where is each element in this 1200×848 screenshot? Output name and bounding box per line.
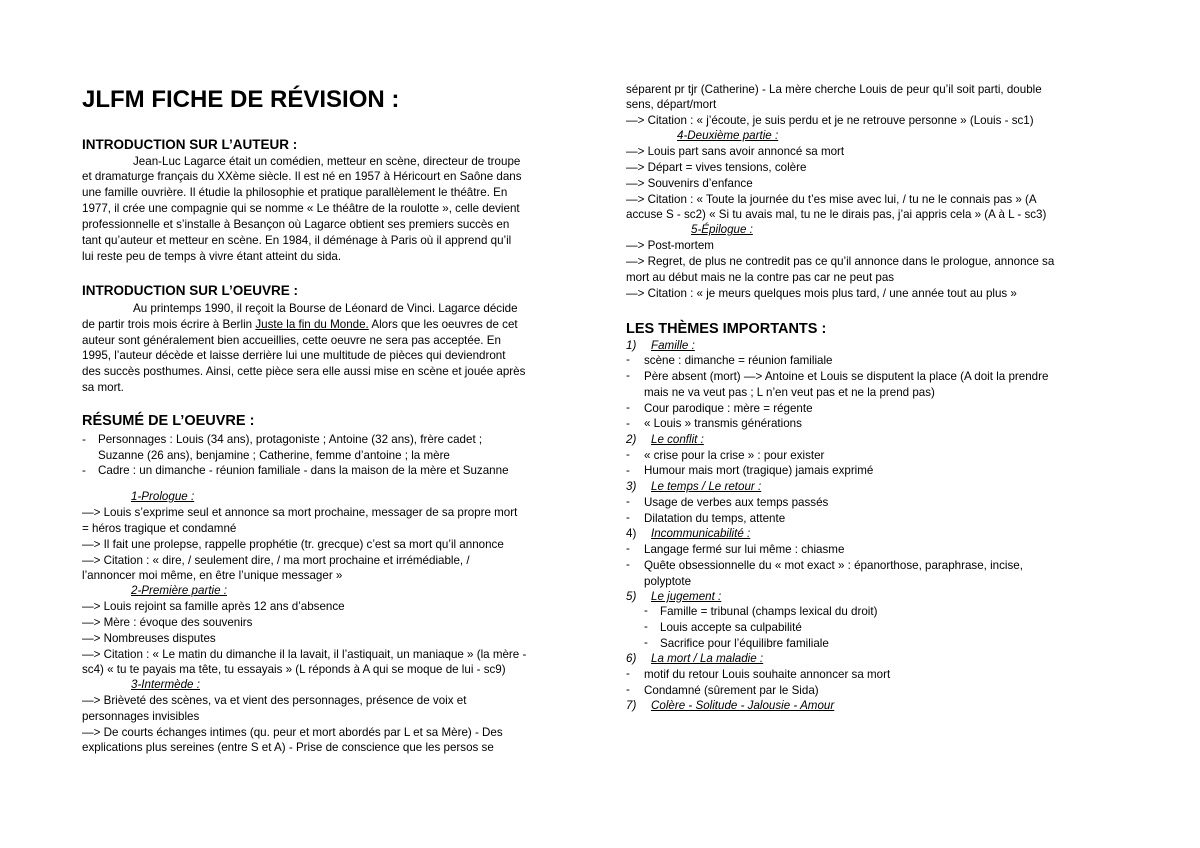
note-line: accuse S - sc2) « Si tu avais mal, tu ne le dirais pas, j’ai appris cela » (A à L - sc3) — [626, 208, 1047, 221]
bullet-dash: - — [626, 417, 630, 430]
bullet-dash: - — [626, 542, 630, 555]
note-line: séparent pr tjr (Catherine) - La mère cherche Louis de peur qu’il soit parti, double — [626, 83, 1042, 96]
theme-number: 4) — [626, 527, 637, 540]
bullet-dash: - — [626, 495, 630, 508]
bullet-dash: - — [644, 636, 648, 649]
intro-auteur-heading: INTRODUCTION SUR L’AUTEUR : — [82, 137, 298, 152]
partie2-title: 4-Deuxième partie : — [677, 129, 779, 142]
note-line: sc4) « tu te payais ma tête, tu essayais » (L réponds à A qui se moque de lui - sc9) — [82, 663, 506, 676]
theme-number: 5) — [626, 590, 637, 603]
note-line: sens, départ/mort — [626, 98, 717, 111]
list-item: « crise pour la crise » : pour exister — [644, 449, 825, 462]
bullet-dash: - — [644, 620, 648, 633]
paragraph-line: Jean-Luc Lagarce était un comédien, metteur en scène, directeur de troupe — [133, 155, 521, 168]
list-item: Humour mais mort (tragique) jamais exprimé — [644, 464, 874, 477]
theme-number: 2) — [626, 433, 637, 446]
note-line: —> Départ = vives tensions, colère — [626, 161, 807, 174]
note-line: —> Louis s’exprime seul et annonce sa mort prochaine, messager de sa propre mort — [82, 506, 518, 519]
partie1-title: 2-Première partie : — [131, 584, 228, 597]
intro-oeuvre-heading: INTRODUCTION SUR L’OEUVRE : — [82, 283, 299, 298]
note-line: —> Citation : « je meurs quelques mois plus tard, / une année tout au plus » — [626, 287, 1017, 300]
note-line: explications plus sereines (entre S et A) - Prise de conscience que les persos se — [82, 741, 494, 754]
paragraph-line: sa mort. — [82, 381, 124, 394]
bullet-dash: - — [626, 369, 630, 382]
bullet-dash: - — [626, 511, 630, 524]
note-line: —> Il fait une prolepse, rappelle prophétie (tr. grecque) c’est sa mort qu’il annonce — [82, 538, 504, 551]
paragraph-line: lui reste peu de temps à vivre étant atteint du sida. — [82, 250, 342, 263]
bullet-dash: - — [626, 558, 630, 571]
note-line: —> Citation : « j’écoute, je suis perdu et je ne retrouve personne » (Louis - sc1) — [626, 114, 1034, 127]
theme-title-incommunicabilite: Incommunicabilité : — [651, 527, 751, 540]
note-line: —> Brièveté des scènes, va et vient des personnages, présence de voix et — [82, 694, 467, 707]
paragraph-line: des succès posthumes. Ainsi, cette pièce sera elle aussi mise en scène et jouée après — [82, 365, 526, 378]
note-line: —> Souvenirs d’enfance — [626, 177, 753, 190]
list-item: polyptote — [644, 575, 692, 588]
list-item: mais ne va veut pas ; L n’en veut pas et ne la prend pas) — [644, 386, 935, 399]
note-line: —> Citation : « dire, / seulement dire, / ma mort prochaine et irrémédiable, / — [82, 554, 470, 567]
list-item: motif du retour Louis souhaite annoncer sa mort — [644, 668, 891, 681]
theme-title-famille: Famille : — [651, 339, 695, 352]
list-item: « Louis » transmis générations — [644, 417, 802, 430]
bullet-dash: - — [644, 604, 648, 617]
list-item: Louis accepte sa culpabilité — [660, 621, 802, 634]
list-item: Quête obsessionnelle du « mot exact » : épanorthose, paraphrase, incise, — [644, 559, 1023, 572]
list-item: Cour parodique : mère = régente — [644, 402, 813, 415]
paragraph-line: Au printemps 1990, il reçoit la Bourse de Léonard de Vinci. Lagarce décide — [133, 302, 518, 315]
bullet-dash: - — [626, 448, 630, 461]
list-item: Cadre : un dimanche - réunion familiale - dans la maison de la mère et Suzanne — [98, 464, 509, 477]
list-item: Suzanne (26 ans), benjamine ; Catherine, femme d’antoine ; la mère — [98, 449, 450, 462]
note-line: —> Mère : évoque des souvenirs — [82, 616, 253, 629]
note-line: —> Citation : « Toute la journée du t’es mise avec lui, / tu ne le connais pas » (A — [626, 193, 1037, 206]
page-title: JLFM FICHE DE RÉVISION : — [82, 86, 400, 113]
list-item: Famille = tribunal (champs lexical du droit) — [660, 605, 878, 618]
paragraph-line: et dramaturge français du XXème siècle. Il est né en 1957 à Héricourt en Saône dans — [82, 170, 522, 183]
list-item: Langage fermé sur lui même : chiasme — [644, 543, 845, 556]
intermede-title: 3-Intermède : — [131, 678, 200, 691]
note-line: l’annoncer moi même, en être l’unique messager » — [82, 569, 343, 582]
bullet-dash: - — [626, 464, 630, 477]
list-item: Sacrifice pour l’équilibre familiale — [660, 637, 829, 650]
note-line: mort au début mais ne la contre pas car ne peut pas — [626, 271, 895, 284]
resume-heading: RÉSUMÉ DE L’OEUVRE : — [82, 413, 255, 429]
paragraph-line: 1995, l’auteur décède et laisse derrière lui une multitude de pièces qui deviendront — [82, 349, 506, 362]
theme-number: 1) — [626, 339, 637, 352]
list-item: Usage de verbes aux temps passés — [644, 496, 829, 509]
note-line: —> De courts échanges intimes (qu. peur et mort abordés par L et sa Mère) - Des — [82, 726, 503, 739]
paragraph-line: auteur sont généralement bien accueillies, cette oeuvre ne sera pas acceptée. En — [82, 334, 501, 347]
book-title: Juste la fin du Monde. — [255, 318, 369, 331]
list-item: Père absent (mort) —> Antoine et Louis se disputent la place (A doit la prendre — [644, 370, 1049, 383]
list-item: scène : dimanche = réunion familiale — [644, 354, 833, 367]
theme-title-emotions: Colère - Solitude - Jalousie - Amour — [651, 699, 835, 712]
note-line: = héros tragique et condamné — [82, 522, 237, 535]
list-item: Condamné (sûrement par le Sida) — [644, 684, 819, 697]
note-line: —> Citation : « Le matin du dimanche il la lavait, il l’astiquait, un maniaque » (la mère - — [82, 648, 527, 661]
theme-number: 7) — [626, 699, 637, 712]
theme-number: 6) — [626, 652, 637, 665]
bullet-dash: - — [626, 683, 630, 696]
prologue-title: 1-Prologue : — [131, 490, 195, 503]
theme-title-conflit: Le conflit : — [651, 433, 704, 446]
list-item: Dilatation du temps, attente — [644, 512, 786, 525]
theme-title-jugement: Le jugement : — [651, 590, 722, 603]
bullet-dash: - — [82, 464, 86, 477]
bullet-dash: - — [626, 401, 630, 414]
paragraph-line: tant qu’auteur et metteur en scène. En 1984, il déménage à Paris où il apprend qu’il — [82, 234, 512, 247]
theme-number: 3) — [626, 480, 637, 493]
paragraph-line: 1977, il crée une compagnie qui se nomme « Le théâtre de la roulotte », celle devient — [82, 202, 520, 215]
paragraph-line: une famille ouvrière. Il étudie la philosophie et pratique parallèlement le théâtre. En — [82, 186, 508, 199]
note-line: —> Louis rejoint sa famille après 12 ans d’absence — [82, 600, 345, 613]
paragraph-line: de partir trois mois écrire à Berlin Juste la fin du Monde. Alors que les oeuvres de cet — [82, 318, 518, 331]
bullet-dash: - — [626, 353, 630, 366]
note-line: —> Nombreuses disputes — [82, 632, 216, 645]
note-line: —> Louis part sans avoir annoncé sa mort — [626, 145, 845, 158]
theme-title-temps: Le temps / Le retour : — [651, 480, 762, 493]
list-item: Personnages : Louis (34 ans), protagoniste ; Antoine (32 ans), frère cadet ; — [98, 433, 483, 446]
bullet-dash: - — [626, 667, 630, 680]
theme-title-mort: La mort / La maladie : — [651, 652, 764, 665]
epilogue-title: 5-Épilogue : — [691, 223, 753, 236]
note-line: personnages invisibles — [82, 710, 200, 723]
note-line: —> Post-mortem — [626, 239, 714, 252]
paragraph-line: professionnelle et s’installe à Besançon où Lagarce obtient ses premiers succès en — [82, 218, 510, 231]
note-line: —> Regret, de plus ne contredit pas ce qu’il annonce dans le prologue, annonce sa — [626, 255, 1055, 268]
bullet-dash: - — [82, 433, 86, 446]
themes-heading: LES THÈMES IMPORTANTS : — [626, 321, 827, 337]
